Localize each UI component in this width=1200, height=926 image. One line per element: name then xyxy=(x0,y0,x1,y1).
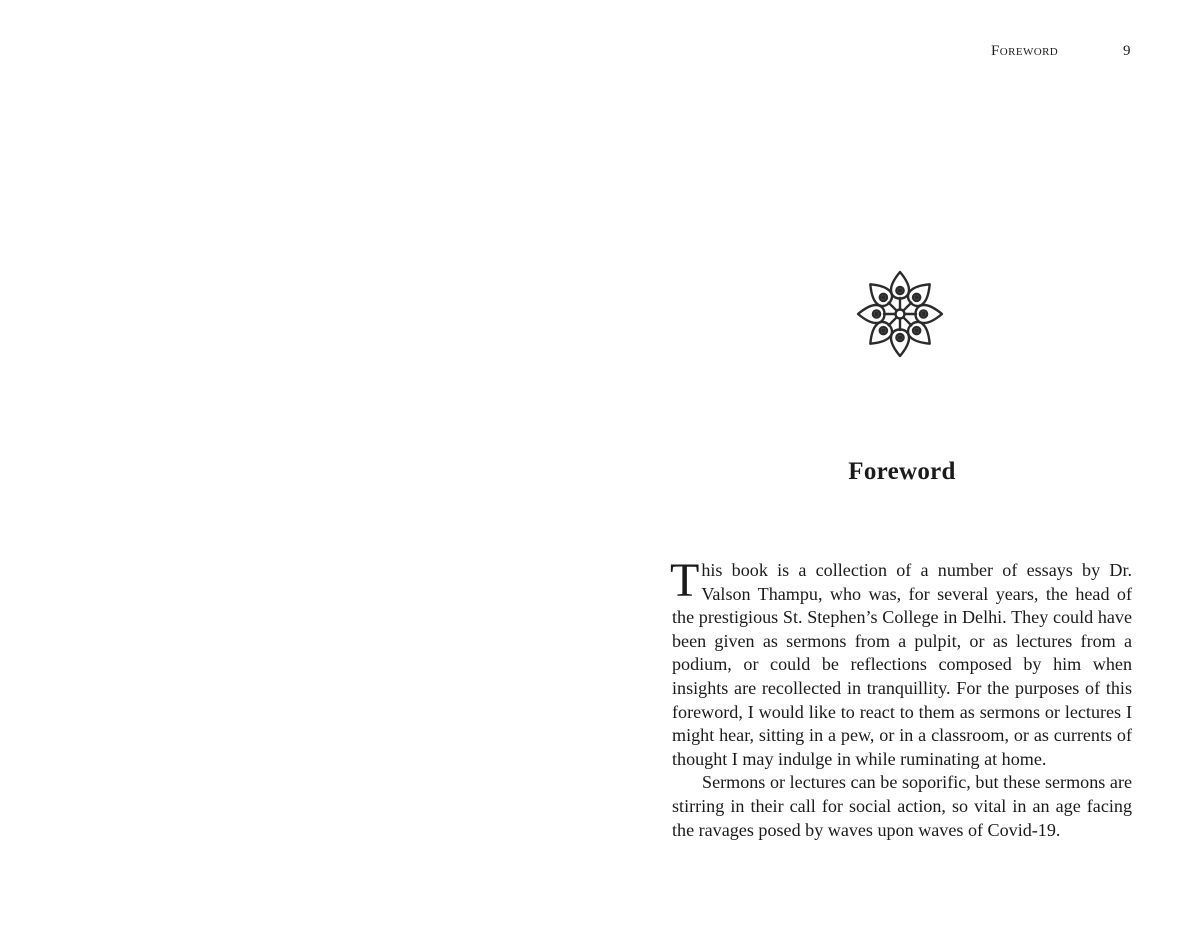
body-text xyxy=(670,554,1132,842)
drop-cap: T xyxy=(670,554,700,607)
page-number: 9 xyxy=(1123,43,1131,59)
right-page xyxy=(600,0,1200,926)
paragraph xyxy=(670,554,1132,771)
paragraph: Sermons or lectures can be soporific, but these sermons are stirring in their call for social action, so vital in an age facing the ravages posed by waves upon waves of Covid-19. xyxy=(672,772,1132,840)
chapter-title: Foreword xyxy=(848,458,956,485)
paragraph-text: his book is a collection of a number of essays by Dr. Valson Thampu, who was, for several years, the head of the prestigious St. Stephen’s College in Delhi. They could have been given as sermons from a pulpit, or as lectures from a podium, or could be reflections composed by him when insights are recollected in tranquillity. For the purposes of this foreword, I would like to react to them as sermons or lectures I might hear, sitting in a pew, or in a classroom, or as currents of thought I may indulge in while ruminating at home. xyxy=(672,560,1132,769)
floral-ornament-icon xyxy=(855,269,945,359)
running-head: Foreword xyxy=(991,43,1059,59)
